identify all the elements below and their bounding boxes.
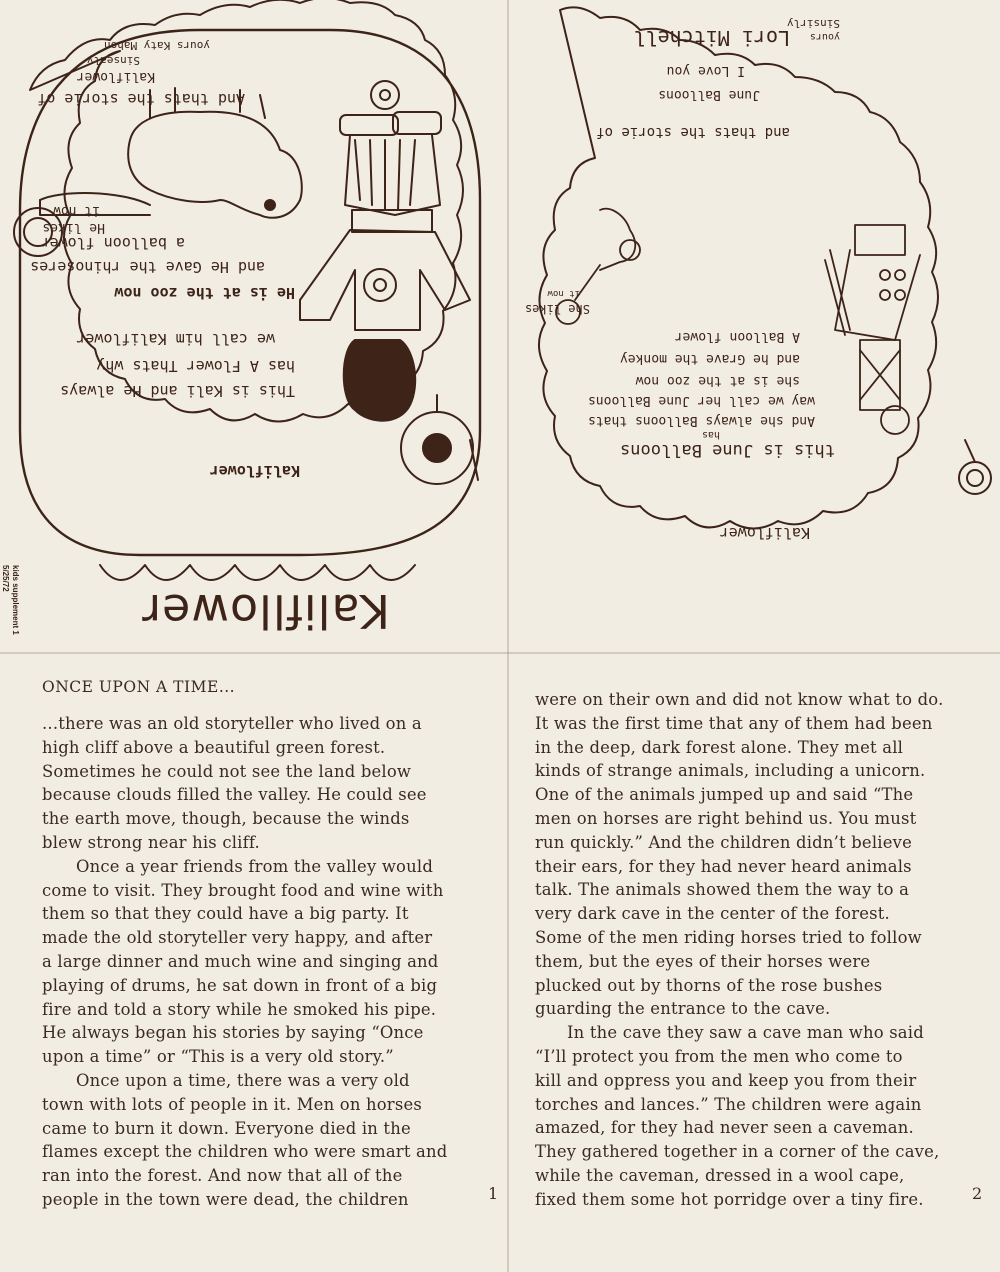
left-line-2: has A Flower Thats why bbox=[96, 357, 295, 375]
story-line: them so that they could have a big party. It bbox=[42, 904, 409, 924]
story-line: One of the animals jumped up and said “The bbox=[535, 785, 914, 805]
right-line-3: And she always Balloons thats bbox=[588, 413, 815, 428]
story-line: He always began his stories by saying “Once bbox=[42, 1023, 424, 1043]
story-line: their ears, for they had never heard animals bbox=[535, 856, 912, 876]
right-line-2: has bbox=[701, 429, 720, 440]
story-line: a large dinner and much wine and singing and bbox=[42, 951, 439, 971]
right-line-1: this is June Balloons bbox=[620, 440, 835, 460]
story-line: came to burn it down. Everyone died in the bbox=[42, 1118, 411, 1138]
story-line: while the caveman, dressed in a wool cape, bbox=[535, 1165, 905, 1185]
right-line-14: yours bbox=[809, 31, 840, 42]
left-line-12: yours Katy Mahon bbox=[104, 39, 210, 52]
story-line: were on their own and did not know what to do. bbox=[535, 690, 944, 709]
story-line: town with lots of people in it. Men on horses bbox=[42, 1094, 422, 1114]
story-line: flames except the children who were smart and bbox=[42, 1142, 448, 1162]
story-line: kill and oppress you and keep you from their bbox=[535, 1070, 917, 1090]
story-line: run quickly.” And the children didn’t believe bbox=[535, 832, 912, 852]
right-line-7: A Balloon flower bbox=[674, 329, 800, 344]
corner-label-left: Kaliflower bbox=[209, 462, 300, 480]
story-left-column bbox=[42, 712, 492, 1212]
caption-line-2: 5/25/72 bbox=[1, 565, 10, 592]
story-line: plucked out by thorns of the rose bushes bbox=[535, 975, 883, 995]
left-line-10: Kaliflower bbox=[76, 69, 155, 84]
story-line: amazed, for they had never seen a caveman. bbox=[535, 1118, 914, 1138]
right-line-12: I Love you bbox=[666, 63, 745, 78]
story-line: come to visit. They brought food and wine with bbox=[42, 880, 444, 900]
story-line: “I’ll protect you from the men who come to bbox=[535, 1046, 903, 1066]
story-line: in the deep, dark forest alone. They met all bbox=[535, 737, 904, 757]
right-line-9: it now bbox=[547, 288, 580, 298]
left-line-11: Sinsealy bbox=[87, 54, 140, 67]
right-line-6: and he Grave the monkey bbox=[619, 351, 800, 366]
story-line: fire and told a story while he smoked his pipe. bbox=[42, 999, 437, 1019]
story-line: blew strong near his cliff. bbox=[42, 832, 260, 852]
right-line-10: and thats the storie of bbox=[596, 124, 790, 140]
left-line-6: a balloon flower bbox=[40, 234, 185, 252]
right-line-11: June Balloons bbox=[658, 87, 760, 102]
right-line-8: She likes bbox=[524, 302, 590, 316]
left-line-1: This is Kali and He always bbox=[60, 382, 295, 400]
story-line: men on horses are right behind us. You must bbox=[535, 808, 917, 828]
fold-crease-horizontal bbox=[0, 652, 1000, 654]
story-line: guarding the entrance to the cave. bbox=[535, 999, 831, 1019]
story-line: the earth move, though, because the winds bbox=[42, 809, 410, 829]
story-line: because clouds filled the valley. He could see bbox=[42, 785, 427, 805]
right-line-15: Lori Mitchell bbox=[633, 26, 790, 50]
story-line: Once a year friends from the valley would bbox=[76, 856, 434, 876]
right-line-13: Sinsirly bbox=[787, 17, 840, 30]
right-line-4: way we call her June Balloons bbox=[588, 393, 815, 408]
story-line: In the cave they saw a cave man who said bbox=[567, 1023, 924, 1043]
story-line: people in the town were dead, the children bbox=[42, 1189, 409, 1209]
story-line: Once upon a time, there was a very old bbox=[76, 1070, 410, 1090]
left-line-9: And thats the storie of bbox=[37, 90, 245, 108]
story-line: kinds of strange animals, including a unicorn. bbox=[535, 761, 926, 781]
story-line: ...there was an old storyteller who lived on a bbox=[42, 714, 422, 733]
story-line: made the old storyteller very happy, and after bbox=[42, 928, 433, 948]
story-line: fixed them some hot porridge over a tiny fire. bbox=[535, 1189, 924, 1209]
supplement-caption bbox=[11, 565, 20, 635]
story-line: high cliff above a beautiful green forest. bbox=[42, 737, 386, 757]
story-line: playing of drums, he sat down in front of a big bbox=[42, 975, 438, 995]
story-line: It was the first time that any of them had been bbox=[535, 713, 933, 733]
story-line: talk. The animals showed them the way to a bbox=[535, 880, 910, 900]
date-caption bbox=[1, 565, 10, 592]
page-number-left: 1 bbox=[488, 1184, 499, 1203]
left-line-8: it now bbox=[53, 203, 100, 218]
left-line-3: we call him Kaliflower bbox=[76, 330, 275, 348]
story-line: very dark cave in the center of the forest. bbox=[535, 904, 890, 924]
story-line: Some of the men riding horses tried to follow bbox=[535, 927, 922, 947]
story-line: ran into the forest. And now that all of the bbox=[42, 1166, 403, 1186]
left-line-5: and He Gave the rhinoseres bbox=[30, 258, 265, 276]
page-number-right: 2 bbox=[972, 1184, 983, 1203]
big-title: Kalifllower bbox=[141, 584, 390, 638]
story-line: them, but the eyes of their horses were bbox=[535, 951, 871, 971]
story-right-column bbox=[535, 688, 975, 1212]
story-line: Sometimes he could not see the land below bbox=[42, 761, 412, 781]
left-line-4: He is at the zoo now bbox=[114, 284, 295, 302]
left-panel-text bbox=[0, 0, 500, 650]
caption-line-1: kids supplement 1 bbox=[11, 565, 20, 635]
right-line-5: she is at the zoo now bbox=[635, 373, 800, 388]
right-panel-text bbox=[500, 0, 1000, 650]
story-heading: ONCE UPON A TIME... bbox=[42, 678, 236, 696]
corner-label-right: Kaliflower bbox=[719, 524, 810, 542]
story-line: upon a time” or “This is a very old story.” bbox=[42, 1047, 394, 1067]
story-line: torches and lances.” The children were again bbox=[535, 1094, 922, 1114]
story-line: They gathered together in a corner of the cave, bbox=[535, 1142, 940, 1162]
left-line-7: He likes bbox=[42, 220, 105, 235]
